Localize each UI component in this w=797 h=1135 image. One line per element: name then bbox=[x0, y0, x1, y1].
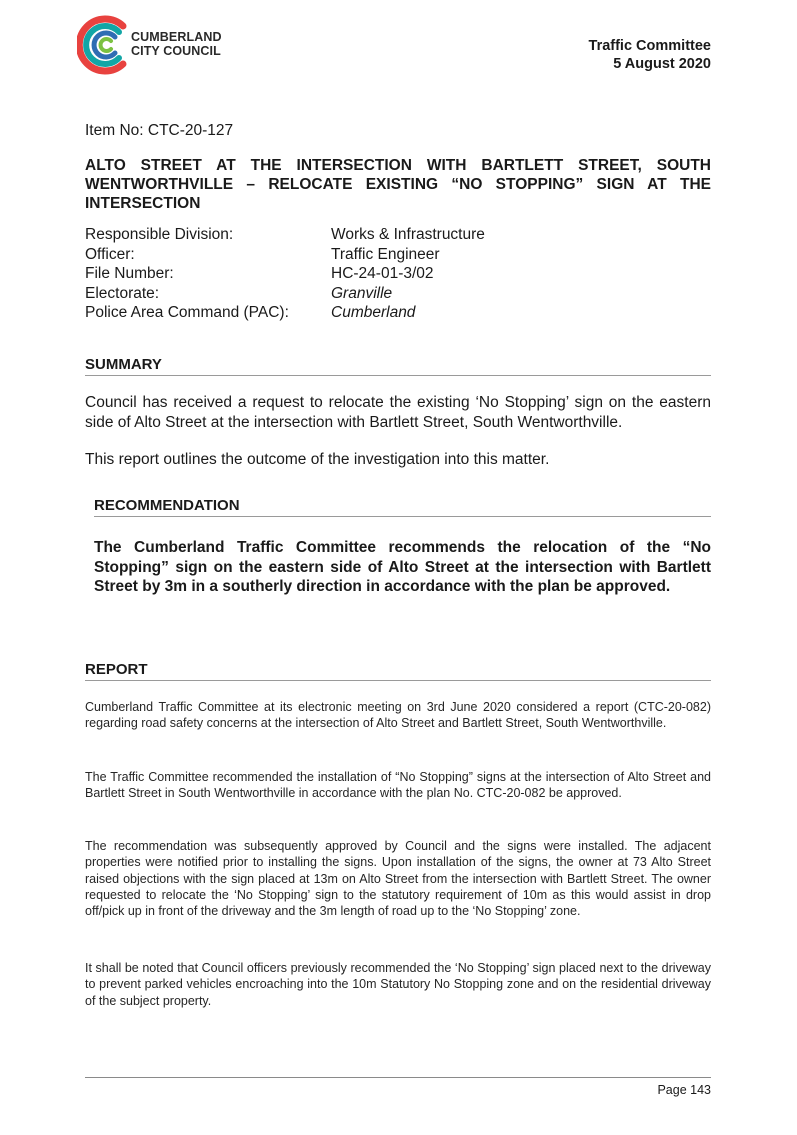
meta-value: Traffic Engineer bbox=[331, 245, 440, 263]
item-number: Item No: CTC-20-127 bbox=[85, 122, 234, 139]
council-logo-mark-icon bbox=[77, 14, 133, 76]
logo-line-1: CUMBERLAND bbox=[131, 30, 222, 44]
summary-paragraph-2: This report outlines the outcome of the investigation into this matter. bbox=[85, 451, 550, 468]
meta-label: Electorate: bbox=[85, 284, 160, 302]
meta-label: Officer: bbox=[85, 245, 135, 263]
meta-row bbox=[85, 303, 485, 323]
report-paragraph-4: It shall be noted that Council officers previously recommended the ‘No Stopping’ sign placed next to the driveway to prevent parked vehicles encroaching into the 10m Statutory No Stopping zone and on the residential driveway of the subject property. bbox=[85, 961, 711, 1008]
logo-line-2: CITY COUNCIL bbox=[131, 44, 221, 58]
report-paragraph-2: The Traffic Committee recommended the installation of “No Stopping” signs at the intersection of Alto Street and Bartlett Street in South Wentworthville in accordance with the plan No. CTC-20-082 be approved. bbox=[85, 770, 711, 801]
meta-row bbox=[85, 245, 485, 265]
report-paragraph-3: The recommendation was subsequently approved by Council and the signs were installed. The adjacent properties were notified prior to installing the signs. Upon installation of the signs, the owner at 73 Alto Street raised objections with the sign placed at 13m on Alto Street from the intersection with Bartlett Street. The owner requested to relocate the ‘No Stopping’ sign to the statutory requirement of 10m as this would assist in drop off/pick up in front of the driveway and the 3m length of road up to the ‘No Stopping’ zone. bbox=[85, 839, 711, 919]
report-paragraph-1: Cumberland Traffic Committee at its electronic meeting on 3rd June 2020 considered a report (CTC-20-082) regarding road safety concerns at the intersection of Alto Street and Bartlett Street, South Wentworthville. bbox=[85, 700, 711, 731]
meta-value: HC-24-01-3/02 bbox=[331, 265, 434, 282]
meta-value: Granville bbox=[331, 284, 393, 302]
item-title: ALTO STREET AT THE INTERSECTION WITH BARTLETT STREET, SOUTH WENTWORTHVILLE – RELOCATE EXISTING “NO STOPPING” SIGN AT THE INTERSECTION bbox=[85, 157, 711, 212]
meta-label: Responsible Division: bbox=[85, 226, 234, 243]
meta-label: File Number: bbox=[85, 265, 174, 282]
report-heading: REPORT bbox=[85, 661, 711, 681]
logo-wordmark bbox=[131, 30, 222, 58]
summary-heading: SUMMARY bbox=[85, 356, 711, 376]
summary-paragraph-1: Council has received a request to relocate the existing ‘No Stopping’ sign on the eastern side of Alto Street at the intersection with Bartlett Street, South Wentworthville. bbox=[85, 394, 711, 431]
recommendation-body: The Cumberland Traffic Committee recommends the relocation of the “No Stopping” sign on the eastern side of Alto Street at the intersection with Bartlett Street by 3m in a southerly direction in accordance with the plan be approved. bbox=[94, 539, 711, 595]
meta-value: Cumberland bbox=[331, 304, 416, 321]
meta-row bbox=[85, 264, 485, 284]
header-meeting-info bbox=[589, 37, 711, 73]
meta-row bbox=[85, 284, 485, 304]
page-number: Page 143 bbox=[657, 1083, 711, 1097]
meta-label: Police Area Command (PAC): bbox=[85, 304, 289, 321]
committee-name: Traffic Committee bbox=[588, 38, 711, 54]
meeting-date: 5 August 2020 bbox=[613, 56, 711, 72]
item-metadata bbox=[85, 225, 485, 323]
meta-value: Works & Infrastructure bbox=[331, 226, 485, 243]
meta-row bbox=[85, 225, 485, 245]
recommendation-heading: RECOMMENDATION bbox=[94, 497, 711, 517]
footer-divider bbox=[85, 1077, 711, 1078]
